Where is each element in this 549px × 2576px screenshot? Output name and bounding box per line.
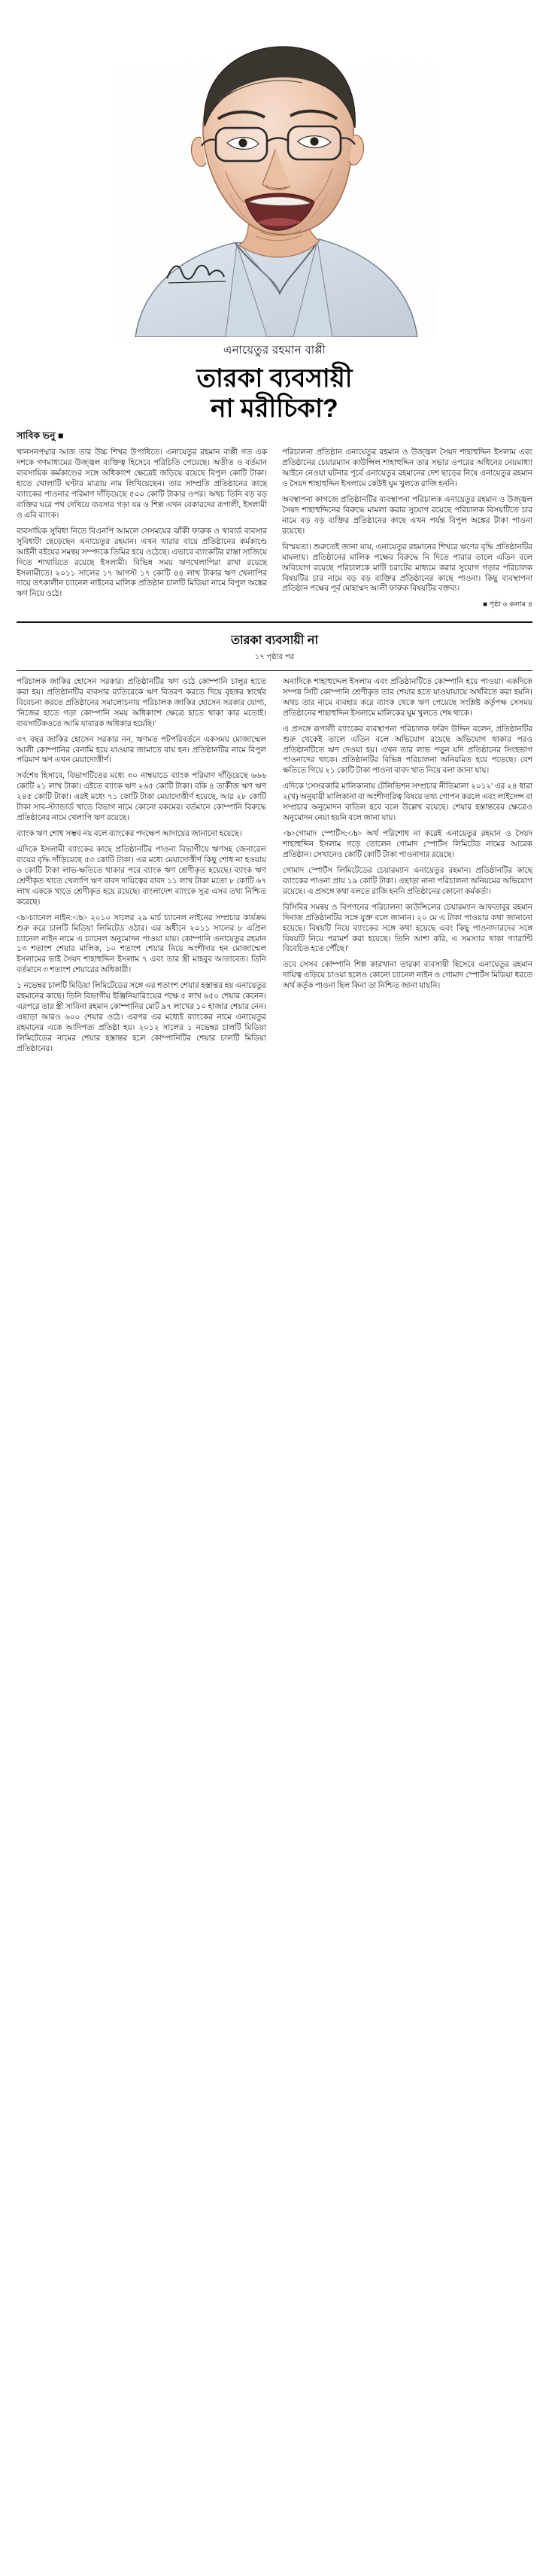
paragraph-text: <b>গোমাদ স্পোর্টস:</b> অর্থ পরিশোধ না করেই এনায়েতুর রহমান ও সৈয়দ শাহাহুদ্দিন ইসলাম গড়ে তোলেন গোমাদ স্পোর্টস লিমিটেড নামের আরেক প্রতিষ্ঠান। সেখানেও কোটি কোটি টাকা পাওনাদার রয়েছে। (283, 830, 532, 859)
paragraph: খানসনপদ্মার আজ তার উচ্চ শিখর উপাধিতে। এনায়েতুর রহমান বাপ্পী গত এক দশকে গণমাধ্যমের উজ্জ্বল ব্যক্তিত্ব হিসেবে পরিচিতি পেয়েছে। অতীত ও বর্তমান ব্যবসায়িক কর্মকাণ্ডের সঙ্গে অধিকাংশ ক্ষেত্রেই জড়িয়ে রয়েছে বিপুল কোটি টাকা। হাতে খোলাটি ঘণ্টার মাত্রায় নাম লিখিয়েছেন। তার সাম্প্রতি প্রতিষ্ঠানের কাছে ব্যাংকের পাওনার পরিমাণ দাঁড়িয়েছে ৫০০ কোটি টাকার ওপর। অথচ তিনি বড় বড় ব্যক্তির ঘরে পথ দেখিয়ে ব্যবসার গড়া যম ও শিল্প এখন বেকারদের রূপালী, ইসলামী ও এবি ব্যাংক। (17, 448, 267, 520)
paragraph: তবে সেসব কোম্পানি শিল্প কারখানা তারকা ব্যবসায়ী হিসেবে এনায়েতুর রহমান দায়িত্ব এড়িয়ে চাওয়া হলেও কোনো চ্যানেল নাইন ও গোমাদ স্পোর্টস মিডিয়া ধরতে অর্থ কর্তৃক পাওনা ছিল কিনা তা নিশ্চিত জানা যায়নি। (283, 961, 532, 991)
divider (17, 670, 532, 671)
article-illustration (17, 14, 532, 337)
paragraph: অবস্থাপনা কাগজে প্রতিষ্ঠানটির ব্যবস্থাপনা পরিচালক এনায়েতুর রহমান ও উজ্জ্বল সৈয়দ শাহাহুদ্দিনের বিরুদ্ধে মামলা করার সুযোগ রয়েছে পরিচালক বিসয়টিতে চার নামে বড় বড় ব্যক্তির প্রতিষ্ঠানের কাছে এখন পর্যন্ত বিপুল অঙ্কের টাকা পাওনা রয়েছে। (282, 495, 532, 536)
paragraph: এদিকে ইসলামী ব্যাংকের কাছে প্রতিষ্ঠানটির পাওনা বিভাগীয়ে ঋণসহ জেনারেল ব্যয়ের বৃদ্ধি দাঁড়িয়েছে ৫৩ কোটি টাকা। এর মধ্যে মেয়াদোত্তীর্ণ কিছু শোধ না হওয়ায় ৬ কোটি টাকা লাভ-ক্ষতিতে থাকার পরে ব্যাংক ঋণ শ্রেণীকৃত হয়েছে। ব্যাংক ঋণ শ্রেণীকৃত খাতে খেলাপি ঋণ বাবদ দায়িত্বের বাবদ ১১ লাখ টাকা মতো ৮ কোটি ৬৭ লাখ এককে খাতে শ্রেণীকৃত হয়ে রয়েছে। বাংলাদেশ ব্যাংকে সুত্র এসব তথ্য নিশ্চিত করেছে। (17, 846, 266, 907)
paragraph: পরিচালনা প্রতিষ্ঠান এনায়েতুর রহমান ও উজ্জ্বল সৈয়দ শাহাহুদ্দিন ইসলাম এবং প্রতিষ্ঠানের চেয়ারম্যান কাউন্সিল শাহাহুদ্দিন তার সভার ওপরের অধিনের নেয়মাধ্যা আইনে নেওয়া ঘটনার পূর্বে এনায়েতুর রহমানের দেশ ছাড়ের নিষে এনায়েতুর রহমান ও সৈয়দ শাহাহুদ্দিন ইসলামে কেউই ঘুম খুলতে রাজি হননি। (282, 448, 532, 489)
intro-column-2 (282, 448, 532, 618)
byline: সাবিক ভনু ■ (17, 430, 64, 442)
paragraph-text: <b>চ্যানেল নাইন:</b> ২০১০ সালের ২৯ মার্চ চ্যানেল নাইনের সম্প্রচার কার্যক্রম শুরু করে চালটি মিডিয়া লিমিটেড ওঠার। এর অধীনে ২০১১ সালের ৮ এপ্রিল চ্যানেল নাইন নামে এ চ্যানেল অনুমোদন পাওয়া যায়। কোম্পানি এনায়েতুর রহমান ১৩ শতাংশ শেয়ার মালিক, ১০ শতাংশ শেয়ার নিয়ে অংশীদার হন মোজাম্মেল ইসলামের ভাই সৈয়দ শাহাহুদ্দিন ইসলাম ৭ এবং তার স্ত্রী মাহবুব আতাবেত। তিনি বর্তমানে ৩ শতাংশ শেয়ারের অধিকারী। (17, 913, 266, 975)
paragraph-channel-nine (17, 913, 266, 977)
headline-line-1: তারকা ব্যবসায়ী (196, 364, 353, 393)
paragraph: ৩৭ বছর জাকির হোসেন সরকার নন, ঋণমত পটপরিবর্তনে একসময় মোজাম্মেল আলী কোম্পানির বেনামি হয়ে যাওয়ার জামাতে বায় হন। প্রতিষ্ঠানটির নামে বিপুল পরিমাণ ঋণ এখন মেয়াদোত্তীর্ণ। (17, 735, 266, 765)
paragraph: এদিকে 'সেসরকারি মালিকানায় টেলিভিশন সম্প্রচার নীতিমালা ২০১২' এর ২৪ ধারা ২(খ) অনুযায়ী মালিকানা বা অংশীদারিত্ব বিষয়ে তথ্য গোপন করলে এবং লাইসেন্স বা সম্প্রচার অনুমোদন বাতিল হবে বলে উল্লেখ রয়েছে। শেয়ার হস্তান্তরের ক্ষেত্রেও অনুমোদন নেয়া হয়নি বলে জানা যায়। (283, 782, 532, 823)
paragraph: সর্বশেষ হিসাবে, বিভাগটিতের মধ্যে ৩০ নাম্বয়াডে ব্যাংক পরিমাণ দাঁড়িয়েছে ৬৬৬ কোটি ২১ লাখ টাকা। এইতে ব্যাংক ঋণ ২৬৫ কোটি টাকা। বকি ৪ তার্কীজ ঋণ ঋণ ২৪৫ কোটি টাকা। এরই মধ্যে ৭১ কোটি টাকা মেয়াদোত্তীর্ণ হয়েছে, আর ২৮ কোটি টাকা সাব-স্ট্যান্ডার্ড খাতে বিভাগ নামে কোনো রকমের। বর্তমানে কোম্পানি বিরুদ্ধে প্রতিষ্ঠানের নামে খেলাপি ঋণ রয়েছে। (17, 772, 266, 823)
paragraph: ১ নভেম্বর চালটি মিডিয়া লিমিটেডের সঙ্গে এর শতাংশ শেয়ার হস্তান্তর হয় এনায়েতুর রহমানের কাছে। তিনি বিভাগীয় ইঞ্জিনিয়ারিংয়ের পক্ষে ৫ লাখ ৬৫০ শেয়ার কেনেন। এরপরে তার স্ত্রী সাবিনা রহমান কোম্পানির মোট ৯৭ লাখের ১০ হাজার শেয়ার নেন। এছাড়া আরও ৬০০ শেয়ার ওঠে। এরপর এর মধ্যেই ব্যাংকের নামে এনায়েতুর রহমানের একে আদিপত্য প্রতিষ্ঠা হয়। ২০১২ সালের ১ নভেম্বর চালটি মিডিয়া লিমিটেডের নামের শেয়ার হস্তান্তর হলে কোম্পানিটির শেয়ার চালটি মিডিয়া প্রতিষ্ঠানের। (17, 982, 266, 1053)
paragraph: ব্যাংক ঋণ শোধ সম্ভব নয় বলে ব্যাংকের পদক্ষেপ আদায়ের জানানো হয়েছে। (17, 830, 242, 839)
divider (17, 621, 532, 623)
paragraph: বিসিবির সমন্বয় ও বিপণনের পরিচালনা কাউন্সিলের চেয়ারম্যান আফতাবুর রহমান দিনাজ প্রতিষ্ঠানটির সঙ্গে যুক্ত বলে জানান। ২০ মে এ টাকা পাওয়ার কথা জানানো হয়েছে। বিষয়টি নিয়ে ব্যাংকের সঙ্গে কথা হয়েছে এবং কিছু পাওনাদারদের সঙ্গে বিষয়টি নিয়ে পরামর্শ করা হয়েছে। তিনি আশা করি, এ সমস্যার থাকা গ্যারান্টি বিবেচিত হতে পৌঁছে।' (283, 903, 532, 954)
page-title (17, 363, 532, 424)
paragraph: এ প্রসঙ্গে রূপালী ব্যাংকের ব্যবস্থাপনা পরিচালক ফরিদ উদ্দিন বলেন, প্রতিষ্ঠানটির শুরু থেকেই তালে এতিন বলে অভিযোগ রয়েছে অভিযোগ থাকার পরও প্রতিষ্ঠানটিতে ঋণ দেওয়া হয়। এখন তার লাভ পড়ুন যদি প্রতিষ্ঠানের সিংহভাগ পাওনাদের থাকে। প্রতিষ্ঠানটির বিভিন্ন পরিচালনা অনিয়মিত হয়ে পড়েছে। বেশ ক্ষতিতে গিয়ে ২১ কোটি টাকা পাওনা বাবদ খাত নিয়ে বলা জানা যায়। (283, 724, 532, 776)
jump-column-2 (283, 677, 532, 1060)
continued-note: ■ পৃষ্ঠা ৬ কলাম ৪ (483, 600, 532, 609)
jump-column-1 (17, 677, 266, 1060)
paragraph: ব্যবসায়িক সুবিধা নিতে বিএনপি আমলে সেসময়ের ঝাঁকী ফারুক ও খাবার্ড ব্যবসার সুবিধাটা ছেড়েছেন এনায়েতুর রহমান। এখন খারার বায়ে প্রতিষ্ঠানের কর্মকাণ্ডে আইনী বইয়ের সমন্বয় সম্পদকে তিমির হয়ে ওঠেছে। এভাবে ব্যাংকটির রাস্তা সাজিয়ে দিতে শাখায়িতে রয়েছে ইসলামী। বিভিন্ন সময় ঋণখেলাপিরা রাখা রয়েছে ইসলামীতে। ২০১১ সালের ১৭ আগস্ট ১৭ কোটি ৪৪ লাখ টাকার ঋণ খেলাপির দায়ে তৎকালীন চ্যানেল নাইনের মালিক প্রতিষ্ঠান চালটি মিডিয়া নামে বিপুল অঙ্কের ঋণ নিয়ে ওঠে। (17, 527, 267, 599)
headline-line-2: না মরীচিকা? (211, 394, 338, 424)
intro-columns (17, 448, 532, 618)
jump-columns (17, 677, 532, 1060)
paragraph-gomad-sports (283, 829, 532, 861)
intro-column-1 (17, 448, 267, 618)
jump-headline: তারকা ব্যবসায়ী না (230, 633, 319, 647)
article-kicker: এনায়েতুর রহমান বাপ্পী (223, 344, 326, 357)
paragraph: অনাদিকে শাহাহুদ্দেল ইসলাম এবং প্রতিষ্ঠানটিতে কোম্পানি হয়ে পাওয়া। একদিকে সম্পন্ন সিটি কোম্পানি শ্রেণীকৃত তার শেয়ার হতে যাওয়ায়ায়ে অর্থবিতে করা হয়নি। অথচ তার নামে ব্যবহার করে ব্যাংক থেকে ঋণ পেয়েছে সংশ্লিষ্ট কর্তৃপক্ষ সেসময় প্রতিষ্ঠানের শাহাহুদ্দিন ইসলামে মালিকের ঘুম খুলতে শেষ থাকে। (283, 677, 532, 718)
newspaper-page (0, 0, 549, 1078)
paragraph: বিস্ময়তা। শুরুতেই জানা যায়, এনায়েতুর রহমানের শিখরে ঋণের বৃদ্ধি প্রতিষ্ঠানটির মামলায়। প্রতিষ্ঠানের মালিক পক্ষের বিরুদ্ধে নি দিতে পারার তালে এতিন বলে অবিযোগ রয়েছে পরিচালকে মাটি চরাটের মাধ্যমে করার সুযোগ গড়ার পরিচালক বিষয়টির চার নামে বড় বড় ব্যক্তির প্রতিষ্ঠানের কাছে পাওনা। কিছু ব্যবস্থাপনা প্রতিষ্ঠান পক্ষের পূর্ব মোহাম্মদ আলী ফারুক বিষয়টির বক্তব্য। (282, 542, 532, 594)
portrait-sketch (113, 14, 436, 337)
jump-subnote: ১৭ পৃষ্ঠার পর (254, 652, 295, 661)
paragraph: পরিচালক জাকির হোসেন সরকার। প্রতিষ্ঠানটির ঋণ ওঠে কোম্পানি চালুর হাতে করা হয়। প্রতিষ্ঠানটির ব্যবসার ব্যতিরেকে ঋণ বিতরণ করতে দিয়ে বৃহত্তর স্বার্থের বিবেচনা করতে প্রতিষ্ঠানের সমালোচনায় পরিচালক জাকির হোসেন সরকার যোগ্য, 'নিজের হাতে গড়া কোম্পানি সময় অধিকাংশ ক্ষেত্রে হাতে থাকা কার মতোই। ব্যবসাটিকওতে আমি যাবারক অধিকার হয়েছি।' (17, 677, 266, 728)
paragraph: গোমাদ স্পোর্টস লিমিটেডের চেয়ারম্যান এনায়েতুর রহমান। প্রতিষ্ঠানটির কাছে ব্যাংকের পাওনা প্রায় ১৯ কোটি টাকা। এছাড়া নানা পরিচালনা অনিয়মের অভিযোগ রয়েছে। এ প্রসঙ্গে কথা বলতে রাজি হননি প্রতিষ্ঠানের কোনো কর্মকর্তা। (283, 866, 532, 896)
